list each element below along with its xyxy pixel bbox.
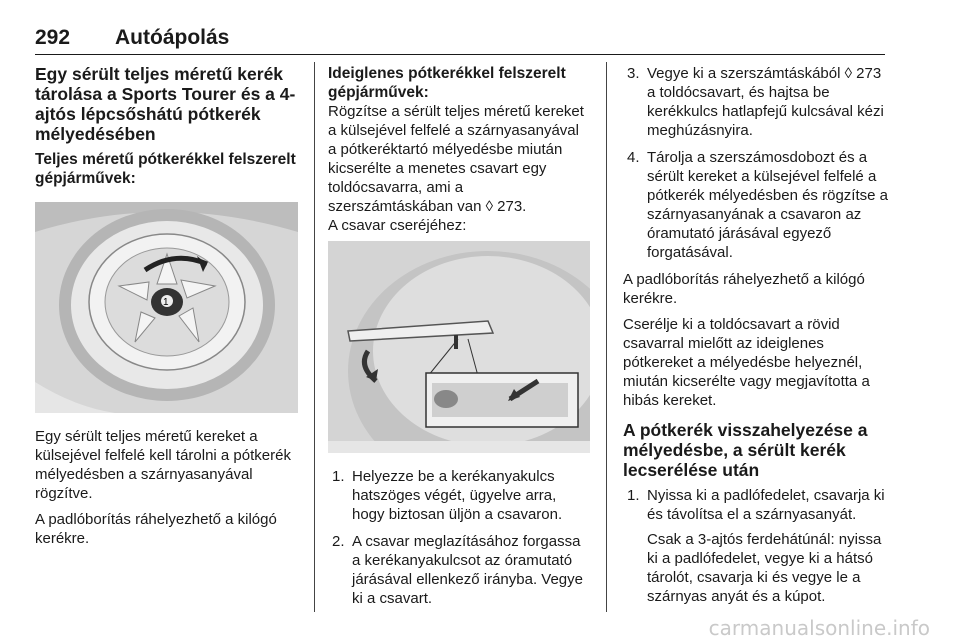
column-divider <box>606 62 607 612</box>
note: A padlóborítás ráhelyezhető a kilógó kerékre. <box>35 511 277 547</box>
column-1 <box>35 64 300 555</box>
list-item: 3. Vegye ki a szerszámtáskából ◊ 273 a toldócsavart, és hajtsa be kerékkulcs hatlapfejű kulcsával kézi meghúzásnyira. <box>627 65 884 139</box>
caption: Egy sérült teljes méretű kereket a külsejével felfelé kell tárolni a pótkerék mélyedésben a szárnyasanyával rögzítve. <box>35 428 291 502</box>
column-2 <box>328 64 590 616</box>
spare-wheel-illustration <box>35 202 298 413</box>
paragraph: Rögzítse a sérült teljes méretű kereket a külsejével felfelé a szárnyasanyával a pótkeréktartó mélyedésbe miután kicserélte a menetes csavart egy toldócsavarra, ami a szerszámtáskában van ◊ 273. <box>328 103 584 215</box>
page-header <box>35 24 885 55</box>
paragraph: Cserélje ki a toldócsavart a rövid csavarral mielőtt az ideiglenes pótkereket a mélyedésbe helyeznél, miután kicserélte vagy megjavította a hibás kereket. <box>623 316 870 409</box>
paragraph: A csavar cseréjéhez: <box>328 217 467 234</box>
bolt-replacement-illustration <box>328 241 590 453</box>
section-heading: Egy sérült teljes méretű kerék tárolása a Sports Tourer és a 4-ajtós lépcsőshátú pótkerék mélyedésében <box>35 64 296 144</box>
section-heading: A pótkerék visszahelyezése a mélyedésbe, a sérült kerék lecserélése után <box>623 420 868 480</box>
svg-text:1: 1 <box>163 297 169 308</box>
sub-paragraph: Csak a 3-ajtós ferdehátúnál: nyissa ki a padlófedelet, vegye ki a hátsó tárolót, csavarja ki és vegye le a szárnyas anyát és a kúpot. <box>647 531 882 605</box>
page-number: 292 <box>35 26 71 49</box>
column-3 <box>623 64 888 614</box>
steps-list <box>623 64 888 262</box>
section-title: Autóápolás <box>115 26 230 49</box>
subheading: Ideiglenes pótkerékkel felszerelt gépjárművek: <box>328 65 566 101</box>
subheading: Teljes méretű pótkerékkel felszerelt gépjárművek: <box>35 151 296 187</box>
list-item: 2. A csavar meglazításához forgassa a kerékanyakulcsot az óramutató járásával ellenkező irányba. Vegye ki a csavart. <box>332 533 583 607</box>
list-item: 1. Helyezze be a kerékanyakulcs hatszöges végét, ügyelve arra, hogy biztosan üljön a csavaron. <box>332 468 563 523</box>
list-item: 4. Tárolja a szerszámosdobozt és a sérült kereket a külsejével felfelé a pótkerék mélyedésben és rögzítse a szárnyasanyának a csavaron az óramutató járásával egyező forgatásával. <box>627 149 888 261</box>
column-divider <box>314 62 315 612</box>
steps-list <box>623 486 888 606</box>
steps-list <box>328 467 590 608</box>
watermark: carmanualsonline.info <box>708 616 930 640</box>
list-item: 1. Nyissa ki a padlófedelet, csavarja ki és távolítsa el a szárnyasanyát. Csak a 3-ajtós ferdehátúnál: nyissa ki a padlófedelet, vegye ki a hátsó tárolót, csavarja ki és vegye le a szárnyas anyát és a kúpot. <box>623 486 888 606</box>
paragraph: A padlóborítás ráhelyezhető a kilógó kerékre. <box>623 271 865 307</box>
